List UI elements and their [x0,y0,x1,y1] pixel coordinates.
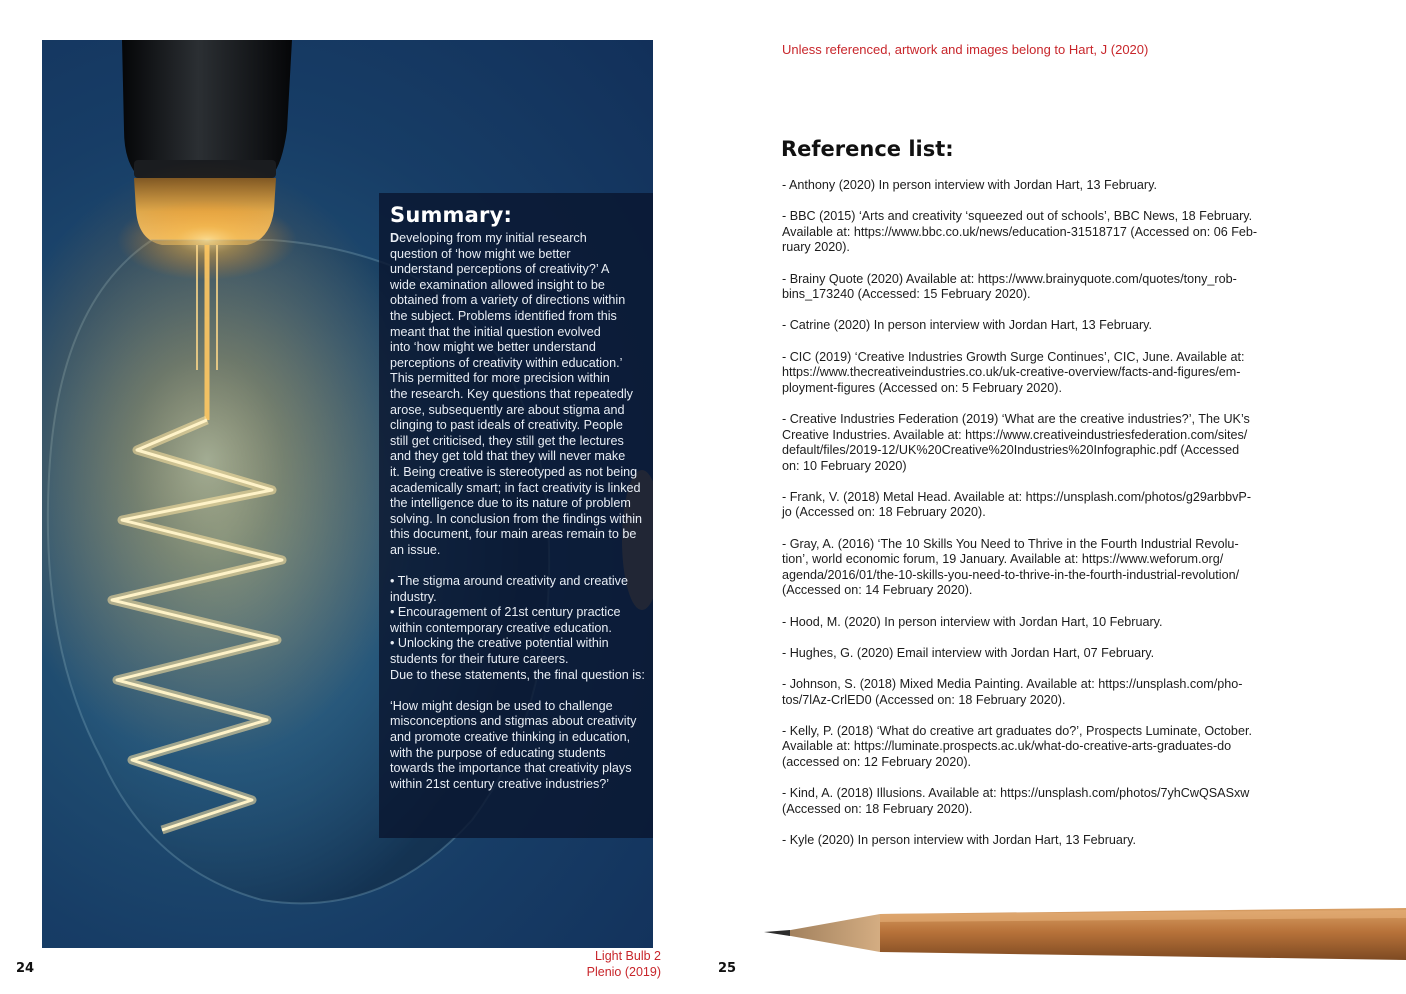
artwork-credit-note: Unless referenced, artwork and images belong to Hart, J (2020) [782,42,1149,57]
light-bulb-photo [42,40,653,948]
image-caption-source: Plenio (2019) [586,965,661,979]
reference-entry: - Anthony (2020) In person interview with Jordan Hart, 13 February. [782,178,1157,192]
reference-entry: - BBC (2015) ‘Arts and creativity ‘squeezed out of schools’, BBC News, 18 February. Available at: https://www.bbc.co.uk/news/education-31518717 (Accessed on: 06 Feb- ruary 2020). [782,209,1258,255]
image-caption-title: Light Bulb 2 [594,949,661,963]
reference-entry: - Brainy Quote (2020) Available at: https://www.brainyquote.com/quotes/tony_rob- bins_173240 (Accessed: 15 February 2020). [782,271,1237,302]
summary-text [390,231,653,792]
reference-entry: - Creative Industries Federation (2019) ‘What are the creative industries?’, The UK’s Creative Industries. Available at: https://www.creativeindustriesfederation.com/sites/ default/files/2019-12/UK%20Creative%20Industries%20Infographic.pdf (Accessed on: 10 February 2020) [782,411,1250,473]
pencil-image [760,908,1406,964]
image-caption [587,948,661,980]
summary-body-text: eveloping from my initial research question of ‘how might we better understand perceptions of creativity?’ A wide examination allowed insight to be obtained from a variety of directions within the subject. Problems identified from this meant that the initial question evolved into ‘how might we better understand perceptions of creativity within education.’ This permitted for more precision within the research. Key questions that repeatedly arose, subsequently are about stigma and clinging to past ideals of creativity. People still get criticised, they still get the lectures and they get told that they will never make it. Being creative is stereotyped as not being academically smart; in fact creativity is linked the intelligence due to its nature of problem solving. In conclusion from the findings within this document, four main areas remain to be an issue. • The stigma around creativity and creative industry. • Encouragement of 21st century practice within contemporary creative education. • Unlocking the creative potential within students for their future careers. Due to these statements, the final question is: ‘How might design be used to challenge misconceptions and stigmas about creativity and promote creative thinking in education, with the purpose of educating students towards the importance that creativity plays within 21st century creative industries?’ [390,231,645,791]
reference-entry: - Johnson, S. (2018) Mixed Media Painting. Available at: https://unsplash.com/pho- tos/7lAz-CrlED0 (Accessed on: 18 February 2020). [782,677,1243,707]
summary-overlay-panel [379,193,653,838]
reference-entry: - Hood, M. (2020) In person interview with Jordan Hart, 10 February. [782,614,1163,629]
summary-heading: Summary: [390,203,513,227]
reference-entry: - Kyle (2020) In person interview with Jordan Hart, 13 February. [782,832,1136,847]
reference-entry: - Gray, A. (2016) ‘The 10 Skills You Need to Thrive in the Fourth Industrial Revolu- tion’, world economic forum, 19 January. Available at: https://www.weforum.org/ agenda/2016/01/the-10-skills-you-need-to-thrive-in-the-fourth-industrial-revolution/ (Accessed on: 14 February 2020). [782,536,1240,598]
reference-entry: - Hughes, G. (2020) Email interview with Jordan Hart, 07 February. [782,645,1155,660]
reference-entry: - Kelly, P. (2018) ‘What do creative art graduates do?’, Prospects Luminate, October. Available at: https://luminate.prospects.ac.uk/what-do-creative-arts-graduates-do (accessed on: 12 February 2020). [782,723,1252,769]
reference-entry: - Catrine (2020) In person interview with Jordan Hart, 13 February. [782,318,1153,333]
reference-entry: - Frank, V. (2018) Metal Head. Available at: https://unsplash.com/photos/g29arbbvP- jo (Accessed on: 18 February 2020). [782,489,1252,520]
reference-list-heading: Reference list: [781,137,954,161]
reference-entry: - CIC (2019) ‘Creative Industries Growth Surge Continues’, CIC, June. Available at: https://www.thecreativeindustries.co.uk/uk-creative-overview/facts-and-figures/em- ployment-figures (Accessed on: 5 February 2020). [782,349,1245,395]
reference-list [782,178,1327,864]
page-number-right: 25 [718,961,737,976]
summary-dropcap: D [390,231,400,245]
page-number-left: 24 [16,961,35,976]
reference-entry: - Kind, A. (2018) Illusions. Available at: https://unsplash.com/photos/7yhCwQSASxw (Accessed on: 18 February 2020). [782,786,1250,816]
